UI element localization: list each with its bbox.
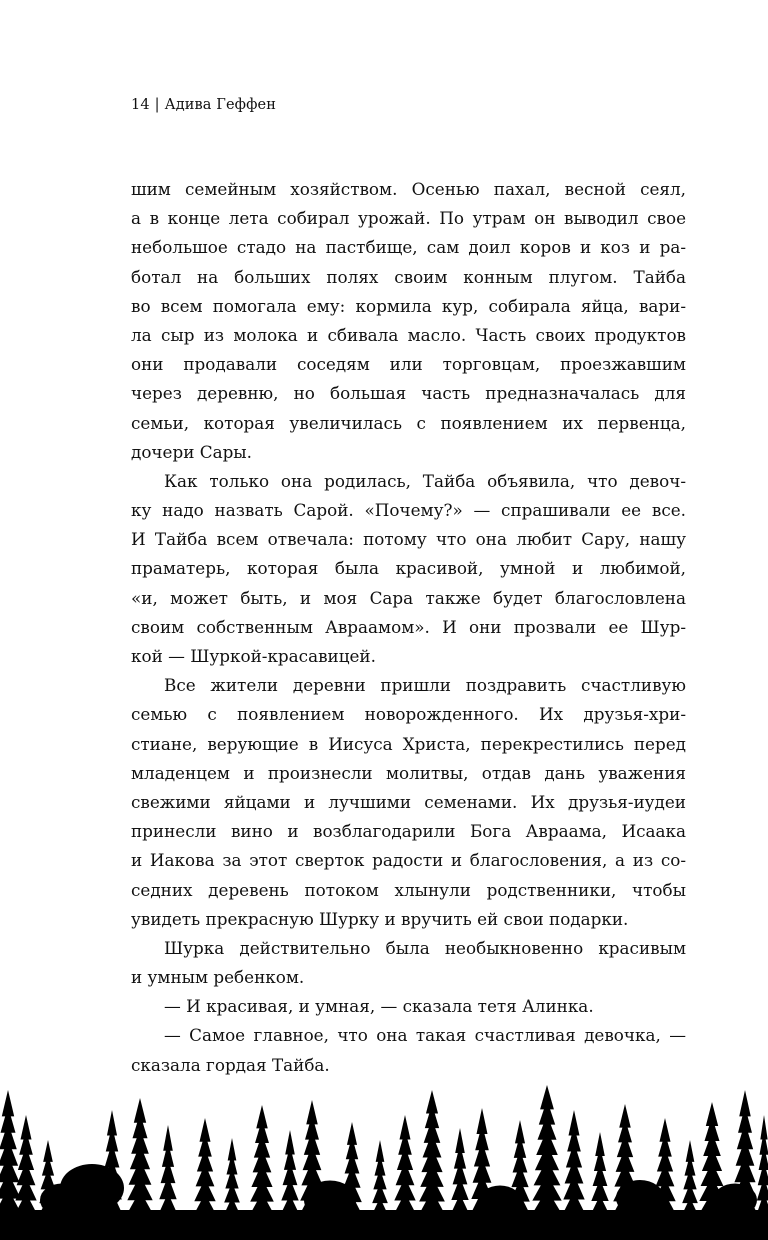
tree-silhouette: [531, 1085, 563, 1225]
text-line: — Самое главное, что она такая счастливая девочка, —: [164, 1025, 686, 1046]
tree-silhouette: [562, 1110, 586, 1225]
running-header: [131, 97, 276, 113]
text-line: Как только она родилась, Тайба объявила, что девоч-: [164, 470, 686, 491]
text-line: и Иакова за этот сверток радости и благословения, а из со-: [131, 850, 686, 871]
forest-silhouette: [0, 1060, 768, 1240]
text-line: кой — Шуркой-красавицей.: [131, 646, 376, 666]
page-number: 14: [131, 97, 150, 113]
tree-silhouette: [756, 1115, 768, 1225]
text-line: они продавали соседям или торговцам, проезжавшим: [131, 354, 686, 375]
text-line: семью с появлением новорожденного. Их друзья-хри-: [131, 704, 686, 725]
text-line: шим семейным хозяйством. Осенью пахал, весной сеял,: [131, 179, 686, 199]
header-separator: |: [154, 97, 160, 113]
text-line: «и, может быть, и моя Сара также будет благословлена: [131, 587, 686, 608]
tree-silhouette: [418, 1090, 446, 1225]
text-line: дочери Сары.: [131, 441, 253, 462]
tree-silhouette: [0, 1090, 22, 1225]
text-line: небольшое стадо на пастбище, сам доил коров и коз и ра-: [131, 237, 686, 258]
tree-silhouette: [38, 1140, 58, 1225]
text-line: своим собственным Авраамом». И они прозвали ее Шур-: [131, 616, 686, 637]
tree-silhouette: [450, 1128, 470, 1225]
text-line: ботал на больших полях своим конным плугом. Тайба: [131, 266, 686, 287]
text-line: — И красивая, и умная, — сказала тетя Алинка.: [164, 996, 594, 1017]
tree-silhouette: [249, 1105, 275, 1225]
text-line: во всем помогала ему: кормила кур, собирала яйца, вари-: [131, 295, 686, 316]
tree-silhouette: [393, 1115, 417, 1225]
text-line: свежими яйцами и лучшими семенами. Их друзья-иудеи: [131, 791, 686, 812]
text-line: принесли вино и возблагодарили Бога Авраама, Исаака: [131, 821, 686, 842]
text-line: ку надо назвать Сарой. «Почему?» — спрашивали ее все.: [131, 500, 686, 521]
text-line: праматерь, которая была красивой, умной и любимой,: [131, 558, 686, 579]
body-text: [131, 175, 686, 1080]
tree-silhouette: [158, 1125, 178, 1225]
tree-silhouette: [193, 1118, 217, 1225]
tree-silhouette: [371, 1140, 389, 1225]
text-line: Все жители деревни пришли поздравить счастливую: [164, 675, 686, 696]
tree-silhouette: [280, 1130, 300, 1225]
tree-silhouette: [223, 1138, 241, 1225]
text-line: Шурка действительно была необыкновенно красивым: [164, 937, 686, 958]
text-line: сказала гордая Тайба.: [131, 1054, 330, 1075]
text-line: и умным ребенком.: [131, 967, 305, 988]
text-line: младенцем и произнесли молитвы, отдав дань уважения: [131, 762, 686, 783]
text-line: седних деревень потоком хлынули родственники, чтобы: [131, 879, 686, 900]
text-line: семьи, которая увеличилась с появлением их первенца,: [131, 412, 686, 433]
text-line: стиане, верующие в Иисуса Христа, перекрестились перед: [131, 733, 686, 754]
text-line: И Тайба всем отвечала: потому что она любит Сару, нашу: [131, 529, 686, 550]
author-name: Адива Геффен: [164, 97, 276, 113]
text-line: а в конце лета собирал урожай. По утрам он выводил свое: [131, 208, 686, 229]
tree-silhouette: [681, 1140, 699, 1225]
tree-silhouette: [590, 1132, 610, 1225]
tree-silhouette: [126, 1098, 154, 1225]
text-line: увидеть прекрасную Шурку и вручить ей свои подарки.: [131, 908, 629, 929]
text-line: ла сыр из молока и сбивала масло. Часть своих продуктов: [131, 324, 686, 345]
text-line: через деревню, но большая часть предназначалась для: [131, 383, 686, 404]
